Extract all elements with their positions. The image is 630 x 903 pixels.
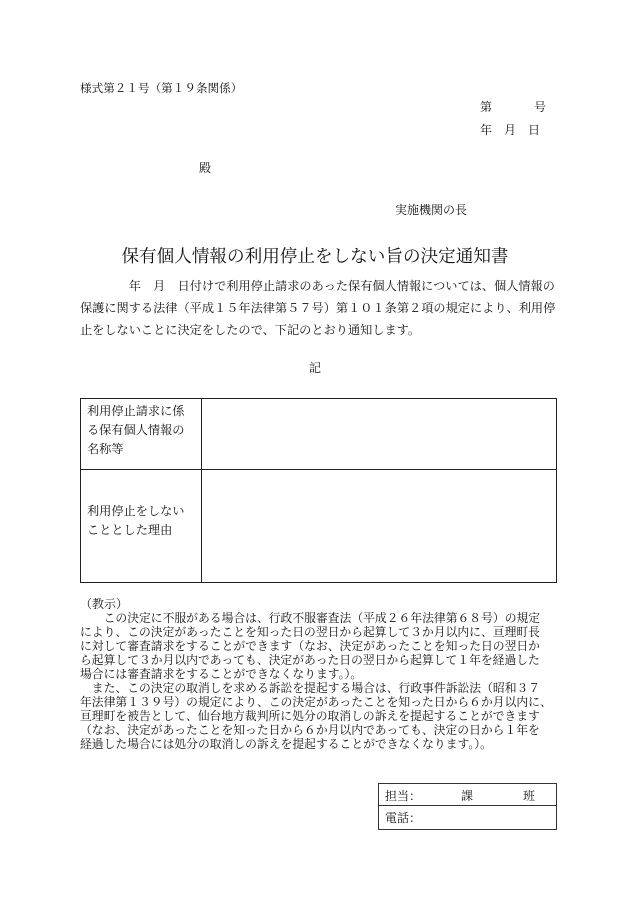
table-label-line: 名称等 — [87, 442, 124, 456]
contact-person-row — [379, 784, 556, 806]
notice-line: 場合には審査請求をすることができなくなります。）。 — [80, 667, 363, 681]
table-row-label — [81, 399, 202, 469]
body-paragraph — [80, 275, 560, 341]
record-mark: 記 — [308, 361, 321, 375]
table-label-line: こととした理由 — [87, 523, 173, 537]
notice-line: に対して審査請求をすることができます（なお、決定があったことを知った日の翌日か — [80, 639, 540, 653]
notice-line: （なお、決定があったことを知った日から６か月以内であっても、決定の日から１年を — [80, 723, 540, 737]
notice-line: 経過した場合には処分の取消しの訴えを提起することができなくなります。）。 — [80, 737, 492, 751]
issue-date: 年 月 日 — [480, 123, 541, 137]
form-number: 様式第２１号（第１９条関係） — [80, 81, 243, 95]
addressee-honorific: 殿 — [199, 161, 212, 175]
notice-line: 年法律第１３９号）の規定により、この決定があったことを知った日から６か月以内に、 — [80, 695, 552, 709]
body-line: 年 月 日付けで利用停止請求のあった保有個人情報については、個人情報の — [128, 279, 555, 293]
table-row-value — [202, 470, 556, 582]
contact-phone-label: 電話： — [385, 811, 422, 825]
document-number-suffix: 号 — [534, 100, 547, 114]
notice-line: 亘理町を被告として、仙台地方裁判所に処分の取消しの訴えを提起することができます — [80, 709, 540, 723]
contact-box — [378, 783, 557, 830]
table-row-value — [202, 399, 556, 469]
table-label-line: る保有個人情報の — [87, 423, 185, 437]
contact-section-label: 課 — [461, 789, 474, 803]
notice-heading: （教示） — [80, 597, 129, 611]
sender-title: 実施機関の長 — [395, 203, 468, 217]
contact-phone-row — [379, 806, 556, 829]
body-line: 保護に関する法律（平成１５年法律第５７号）第１０１条第２項の規定により、利用停 — [80, 301, 556, 315]
table-row — [81, 399, 556, 470]
notice-line: また、この決定の取消しを求める訴訟を提起する場合は、行政事件訴訟法（昭和３７ — [91, 681, 541, 695]
contact-team-label: 班 — [523, 789, 536, 803]
table-label-line: 利用停止請求に係 — [87, 404, 185, 418]
document-number-prefix: 第 — [480, 100, 493, 114]
table-label-line: 利用停止をしない — [87, 504, 185, 518]
decision-table — [80, 398, 557, 583]
notice-line: この決定に不服がある場合は、行政不服審査法（平成２６年法律第６８号）の規定 — [103, 611, 541, 625]
body-line: 止をしないことに決定をしたので、下記のとおり通知します。 — [80, 323, 421, 337]
document-title: 保有個人情報の利用停止をしない旨の決定通知書 — [121, 247, 509, 267]
notice-line: ら起算して３か月以内であっても、決定があった日の翌日から起算して１年を経過した — [80, 653, 540, 667]
contact-person-label: 担当： — [385, 789, 422, 803]
notice-line: により、この決定があったことを知った日の翌日から起算して３か月以内に、亘理町長 — [80, 625, 540, 639]
table-row — [81, 470, 556, 582]
notice-paragraph — [80, 611, 560, 751]
table-row-label — [81, 470, 202, 582]
